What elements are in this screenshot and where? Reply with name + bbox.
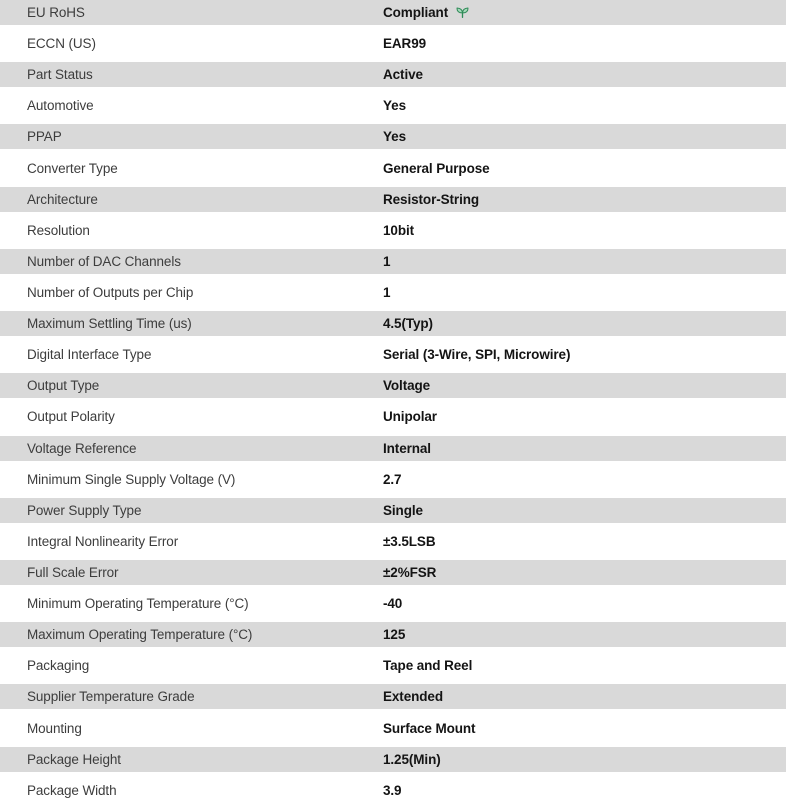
spec-value-text: Unipolar — [383, 409, 437, 425]
spec-row — [0, 62, 786, 87]
spec-label: Voltage Reference — [27, 440, 137, 456]
spec-value — [383, 5, 470, 20]
spec-value-text: 1 — [383, 253, 391, 269]
spec-label: Package Height — [27, 751, 121, 767]
spec-label: Supplier Temperature Grade — [27, 689, 195, 705]
spec-value-text: Serial (3-Wire, SPI, Microwire) — [383, 347, 571, 363]
spec-value — [383, 347, 570, 362]
spec-value — [383, 192, 479, 207]
spec-value — [383, 721, 475, 736]
spec-row — [0, 404, 786, 429]
spec-value-text: General Purpose — [383, 160, 490, 176]
spec-value — [383, 565, 436, 580]
spec-row — [0, 716, 786, 741]
spec-value — [383, 285, 390, 300]
spec-value — [383, 98, 406, 113]
spec-value-text: ±2%FSR — [383, 564, 437, 580]
spec-value-text: Single — [383, 502, 423, 518]
spec-label: Number of DAC Channels — [27, 253, 181, 269]
spec-row — [0, 778, 786, 803]
spec-row — [0, 311, 786, 336]
spec-row — [0, 684, 786, 709]
spec-row — [0, 156, 786, 181]
spec-row — [0, 0, 786, 25]
spec-value-text: Yes — [383, 129, 406, 145]
spec-value-text: 1.25(Min) — [383, 751, 441, 767]
spec-label: Architecture — [27, 191, 98, 207]
spec-value — [383, 503, 423, 518]
spec-value-text: 1 — [383, 284, 391, 300]
spec-value — [383, 161, 490, 176]
spec-value — [383, 783, 401, 798]
spec-value-text: Extended — [383, 689, 443, 705]
spec-row — [0, 436, 786, 461]
spec-value-text: 3.9 — [383, 782, 402, 798]
spec-label: Minimum Operating Temperature (°C) — [27, 596, 249, 612]
spec-value — [383, 752, 441, 767]
spec-row — [0, 249, 786, 274]
spec-row — [0, 124, 786, 149]
spec-label: PPAP — [27, 129, 62, 145]
spec-label: Package Width — [27, 782, 117, 798]
spec-row — [0, 498, 786, 523]
spec-value-text: 4.5(Typ) — [383, 316, 433, 332]
spec-value-text: EAR99 — [383, 36, 427, 52]
spec-value — [383, 67, 423, 82]
spec-value-text: 10bit — [383, 222, 415, 238]
spec-label: Output Type — [27, 378, 100, 394]
spec-value — [383, 658, 472, 673]
spec-row — [0, 529, 786, 554]
spec-value-text: Resistor-String — [383, 191, 480, 207]
spec-label: Integral Nonlinearity Error — [27, 533, 179, 549]
spec-value-text: Compliant — [383, 5, 449, 20]
spec-label: EU RoHS — [27, 5, 85, 20]
spec-label: ECCN (US) — [27, 36, 96, 52]
spec-label: Converter Type — [27, 160, 118, 176]
spec-row — [0, 622, 786, 647]
spec-value — [383, 472, 401, 487]
spec-value — [383, 596, 402, 611]
spec-label: Full Scale Error — [27, 564, 119, 580]
spec-label: Mounting — [27, 720, 82, 736]
spec-row — [0, 31, 786, 56]
spec-label: Digital Interface Type — [27, 347, 152, 363]
spec-value-text: Tape and Reel — [383, 658, 473, 674]
spec-label: Output Polarity — [27, 409, 115, 425]
spec-value-text: 2.7 — [383, 471, 402, 487]
spec-value-text: Voltage — [383, 378, 431, 394]
spec-value — [383, 689, 443, 704]
spec-value-text: -40 — [383, 596, 403, 612]
spec-value — [383, 627, 405, 642]
spec-row — [0, 560, 786, 585]
spec-value — [383, 409, 437, 424]
spec-value — [383, 36, 426, 51]
spec-label: Number of Outputs per Chip — [27, 284, 194, 300]
spec-row — [0, 280, 786, 305]
spec-row — [0, 591, 786, 616]
spec-value-text: Internal — [383, 440, 431, 456]
spec-row — [0, 373, 786, 398]
spec-value — [383, 254, 390, 269]
spec-value — [383, 316, 433, 331]
spec-value-text: Active — [383, 67, 423, 83]
spec-label: Power Supply Type — [27, 502, 142, 518]
spec-row — [0, 342, 786, 367]
rohs-compliant-leaf-icon[interactable] — [455, 5, 470, 20]
spec-row — [0, 218, 786, 243]
spec-label: Maximum Settling Time (us) — [27, 316, 192, 332]
spec-row — [0, 653, 786, 678]
spec-row — [0, 467, 786, 492]
spec-row — [0, 93, 786, 118]
spec-value — [383, 441, 431, 456]
spec-label: Part Status — [27, 67, 93, 83]
spec-label: Resolution — [27, 222, 90, 238]
spec-label: Packaging — [27, 658, 90, 674]
spec-value-text: 125 — [383, 627, 406, 643]
spec-value-text: Surface Mount — [383, 720, 476, 736]
spec-label: Automotive — [27, 98, 94, 114]
spec-label: Minimum Single Supply Voltage (V) — [27, 471, 236, 487]
spec-value-text: ±3.5LSB — [383, 533, 436, 549]
spec-row — [0, 747, 786, 772]
spec-value — [383, 534, 435, 549]
spec-value — [383, 223, 414, 238]
spec-value — [383, 378, 430, 393]
spec-label: Maximum Operating Temperature (°C) — [27, 627, 253, 643]
spec-value — [383, 129, 406, 144]
spec-row — [0, 187, 786, 212]
spec-value-text: Yes — [383, 98, 406, 114]
